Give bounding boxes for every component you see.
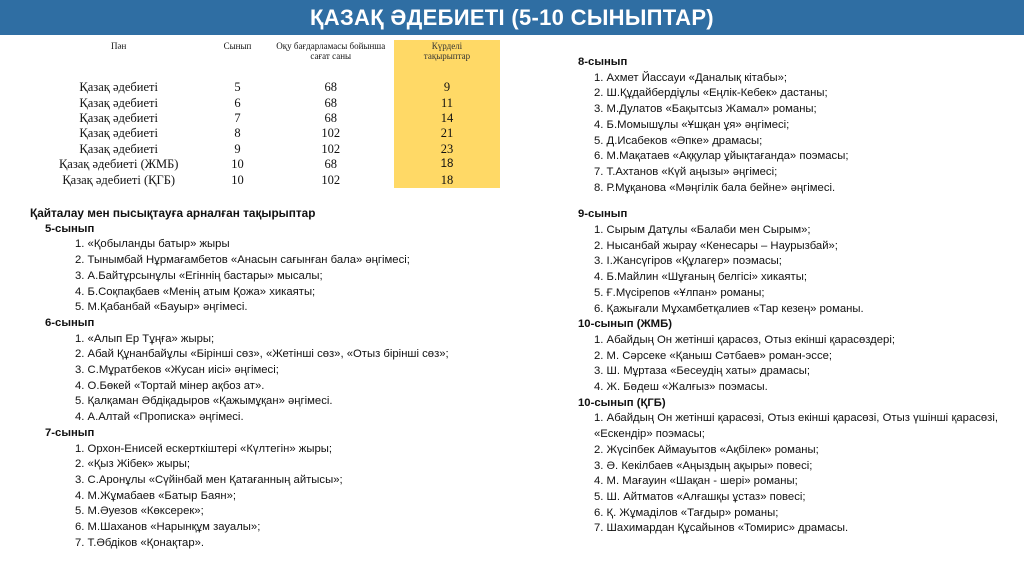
column-header-complex-topics: Күрделі тақырыптар — [394, 40, 500, 80]
list-item: 3. І.Жансүгіров «Құлагер» поэмасы; — [594, 255, 782, 268]
list-item: 4. Б.Момышұлы «Ұшқан ұя» әңгімесі; — [594, 118, 790, 131]
list-item: 2. Жүсіпбек Аймауытов «Ақбілек» романы; — [594, 443, 819, 456]
cell-grade: 10 — [231, 172, 244, 187]
cell-grade: 5 — [234, 80, 241, 95]
cell-complex-topics: 18 — [394, 157, 500, 172]
table-header-row — [30, 40, 500, 80]
grade-heading: 10-сынып (ҚГБ) — [578, 396, 666, 409]
list-item: 2. Ш.Құдайбердіұлы «Еңлік-Кебек» дастаны; — [594, 87, 828, 100]
list-item: 3. М.Дулатов «Бақытсыз Жамал» романы; — [594, 103, 817, 116]
cell-subject: Қазақ әдебиеті (ҚГБ) — [62, 172, 176, 187]
list-item: 5. Ғ.Мүсірепов «Ұлпан» романы; — [594, 286, 765, 299]
cell-complex-topics: 9 — [394, 80, 500, 95]
list-item: 4. Б.Соқпақбаев «Менің атым Қожа» хикаяты; — [75, 285, 316, 298]
list-item: 5. Қалқаман Әбдіқадыров «Қажымұқан» әңгімесі. — [75, 395, 333, 408]
grade-heading: 9-сынып — [578, 208, 628, 221]
table-row — [30, 80, 500, 95]
table-row — [30, 142, 500, 157]
list-item: 1. «Алып Ер Тұңға» жыры; — [75, 332, 215, 345]
grade-heading: 5-сынып — [45, 222, 95, 235]
list-item: 6. Қ. Жұмаділов «Тағдыр» романы; — [594, 506, 779, 519]
list-item: 7. Т.Ахтанов «Күй аңызы» әңгімесі; — [594, 165, 778, 178]
list-item: 5. Д.Исабеков «Әпке» драмасы; — [594, 134, 763, 147]
list-item: 4. Ж. Бөдеш «Жалғыз» поэмасы. — [594, 381, 768, 394]
upper-grade-list — [578, 55, 998, 537]
grade-heading: 10-сынып (ЖМБ) — [578, 318, 672, 331]
cell-subject: Қазақ әдебиеті — [79, 80, 158, 95]
list-item: 2. Абай Құнанбайұлы «Бірінші сөз», «Жетінші сөз», «Отыз бірінші сөз»; — [75, 348, 449, 361]
table-row — [30, 126, 500, 141]
list-item: 4. М.Жұмабаев «Батыр Баян»; — [75, 489, 237, 502]
page-title: ҚАЗАҚ ӘДЕБИЕТІ (5-10 СЫНЫПТАР) — [310, 4, 714, 30]
list-item: 1. Сырым Датұлы «Балаби мен Сырым»; — [594, 224, 811, 237]
list-item: 2. Нысанбай жырау «Кенесары – Наурызбай»; — [594, 239, 838, 252]
list-item: 7. Шахимардан Құсайынов «Томирис» драмасы. — [594, 522, 849, 535]
cell-complex-topics: 18 — [394, 172, 500, 187]
cell-hours: 68 — [324, 110, 337, 125]
column-header-subject: Пән — [111, 41, 127, 51]
cell-hours: 68 — [324, 157, 337, 172]
cell-grade: 10 — [231, 157, 244, 172]
cell-subject: Қазақ әдебиеті — [79, 126, 158, 141]
table-row — [30, 111, 500, 126]
table-row — [30, 172, 500, 187]
list-item: 5. М.Әуезов «Көксерек»; — [75, 505, 204, 518]
grade-heading: 6-сынып — [45, 316, 95, 329]
cell-grade: 6 — [234, 95, 241, 110]
list-item: 4. Б.Майлин «Шұғаның белгісі» хикаяты; — [594, 271, 807, 284]
list-item: 3. А.Байтұрсынұлы «Егіннің бастары» мысалы; — [75, 269, 323, 282]
list-item: 6. М.Шаханов «Нарынқұм зауалы»; — [75, 521, 261, 534]
review-grade-list — [30, 222, 470, 552]
cell-complex-topics: 23 — [394, 142, 500, 157]
cell-hours: 102 — [321, 126, 341, 141]
list-item: 7. Т.Әбдіков «Қонақтар». — [75, 536, 205, 549]
grade-heading: 8-сынып — [578, 56, 628, 68]
cell-subject: Қазақ әдебиеті — [79, 110, 158, 125]
cell-complex-topics: 11 — [394, 95, 500, 110]
table-row — [30, 157, 500, 172]
list-item: 6. М.Мақатаев «Аққулар ұйықтағанда» поэмасы; — [594, 150, 849, 163]
list-item: 3. С.Аронұлы «Сүйінбай мен Қатағанның айтысы»; — [75, 473, 343, 486]
column-header-hours: Оқу бағдарламасы бойынша сағат саны — [276, 41, 386, 61]
list-item: 4. О.Бөкей «Тортай мінер ақбоз ат». — [75, 379, 265, 392]
list-item: 4. М. Мағауин «Шақан - шері» романы; — [594, 475, 798, 488]
cell-hours: 102 — [321, 141, 341, 156]
cell-complex-topics: 21 — [394, 126, 500, 141]
cell-subject: Қазақ әдебиеті (ЖМБ) — [58, 157, 179, 172]
list-item: 6. Қажығали Мұхамбетқалиев «Тар кезең» романы. — [594, 302, 864, 315]
grade-heading: 7-сынып — [45, 426, 95, 439]
list-item: 4. А.Алтай «Прописка» әңгімесі. — [75, 411, 244, 424]
section-gap — [578, 196, 998, 207]
list-item: 2. Тынымбай Нұрмағамбетов «Анасын сағынған бала» әңгімесі; — [75, 254, 410, 267]
cell-subject: Қазақ әдебиеті — [79, 95, 158, 110]
cell-complex-topics: 14 — [394, 111, 500, 126]
review-topics-column — [30, 206, 470, 551]
cell-subject: Қазақ әдебиеті — [79, 141, 158, 156]
cell-grade: 8 — [234, 126, 241, 141]
list-item: 3. С.Мұратбеков «Жусан иісі» әңгімесі; — [75, 364, 279, 377]
list-item: 5. Ш. Айтматов «Алғашқы ұстаз» повесі; — [594, 490, 806, 503]
list-item: 1. «Қобыланды батыр» жыры — [75, 238, 230, 251]
list-item: 5. М.Қабанбай «Бауыр» әңгімесі. — [75, 301, 248, 314]
review-topics-title: Қайталау мен пысықтауға арналған тақырыптар — [30, 206, 316, 220]
cell-hours: 102 — [321, 172, 341, 187]
cell-hours: 68 — [324, 95, 337, 110]
title-banner — [0, 0, 1024, 35]
upper-grades-column — [578, 55, 998, 537]
list-item: 3. Ш. Мұртаза «Бесеудің хаты» драмасы; — [594, 365, 811, 378]
table-row — [30, 95, 500, 110]
list-item: 1. Ахмет Йассауи «Даналық кітабы»; — [594, 71, 788, 84]
hours-table — [30, 40, 500, 188]
column-header-grade: Сынып — [223, 41, 252, 51]
list-item: 1. Абайдың Он жетінші қарасөзі, Отыз екінші қарасөзі, Отыз үшінші қарасөзі, «Ескендір» поэмасы; — [594, 412, 998, 441]
list-item: 3. Ә. Кекілбаев «Аңыздың ақыры» повесі; — [594, 459, 813, 472]
cell-hours: 68 — [324, 80, 337, 95]
list-item: 2. М. Сәрсеке «Қаныш Сәтбаев» роман-эссе; — [594, 349, 833, 362]
list-item: 1. Орхон-Енисей ескерткіштері «Күлтегін» жыры; — [75, 442, 332, 455]
cell-grade: 7 — [234, 110, 241, 125]
cell-grade: 9 — [234, 141, 241, 156]
list-item: 1. Абайдың Он жетінші қарасөз, Отыз екінші қарасөздері; — [594, 333, 895, 346]
list-item: 8. Р.Мұқанова «Мәңгілік бала бейне» әңгімесі. — [594, 181, 836, 194]
list-item: 2. «Қыз Жібек» жыры; — [75, 458, 191, 471]
